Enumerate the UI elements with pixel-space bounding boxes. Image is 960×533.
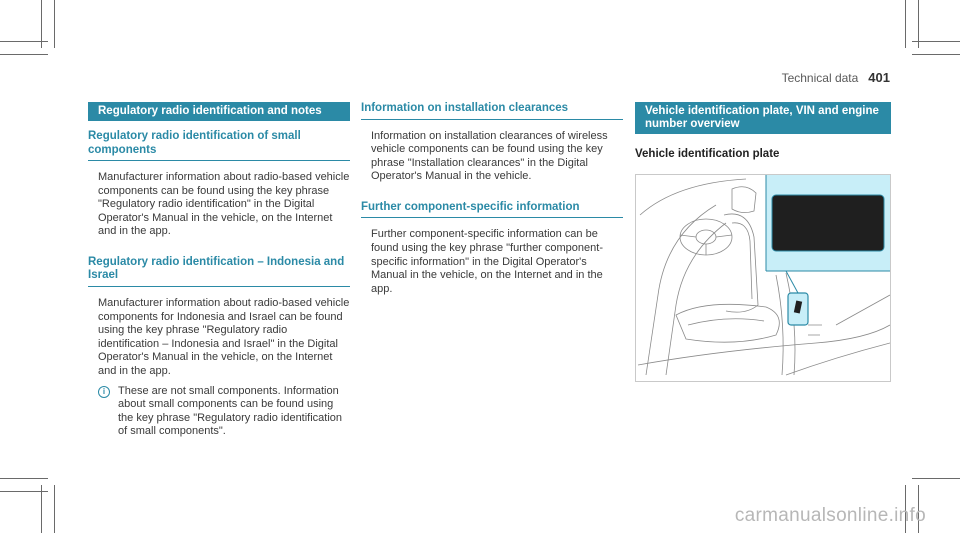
- crop-mark: [54, 485, 55, 533]
- info-note: [98, 385, 350, 439]
- column-1: [88, 102, 350, 439]
- page-number: 401: [868, 70, 890, 85]
- section-title: Technical data: [781, 71, 859, 85]
- page-header: [782, 70, 890, 85]
- watermark: carmanualsonline.info: [734, 505, 926, 526]
- paragraph: Further component-specific information can be found using the key phrase "further component-specific information" in the Digital Operator's Manual in the vehicle, on the Internet and in the app.: [371, 228, 603, 295]
- crop-mark: [54, 0, 55, 48]
- heading-small-components: Regulatory radio identification of small components: [88, 130, 350, 161]
- paragraph: Manufacturer information about radio-based vehicle components can be found using the key phrase "Regulatory radio identification" in the Digital Operator's Manual in the vehicle, on the Internet and in the app.: [98, 171, 350, 238]
- paragraph: Manufacturer information about radio-based vehicle components for Indonesia and Israel can be found using the key phrase "Regulatory radio identification – Indonesia and Israel" in the Digital Operator's Manual in the vehicle, on the Internet and in the app.: [98, 296, 350, 377]
- crop-mark: [905, 0, 906, 48]
- crop-mark: [0, 54, 48, 55]
- heading-installation-clearances: Information on installation clearances: [361, 102, 623, 120]
- crop-mark: [41, 485, 42, 533]
- id-plate-illustration: [635, 174, 891, 382]
- crop-mark: [912, 41, 960, 42]
- paragraph: Information on installation clearances of wireless vehicle components can be found using the key phrase "Installation clearances" in the Digital Operator's Manual in the vehicle.: [371, 129, 608, 183]
- column-2: [361, 102, 623, 296]
- crop-mark: [912, 478, 960, 479]
- info-icon: i: [98, 386, 110, 398]
- crop-mark: [0, 478, 48, 479]
- heading-indonesia-israel: Regulatory radio identification – Indonesia and Israel: [88, 256, 350, 287]
- column-3: [635, 102, 891, 382]
- crop-mark: [0, 491, 48, 492]
- section-banner: Vehicle identification plate, VIN and engine number overview: [635, 102, 891, 134]
- crop-mark: [918, 0, 919, 48]
- heading-further-info: Further component-specific information: [361, 201, 623, 219]
- note-text: These are not small components. Information about small components can be found using the key phrase "Regulatory radio identification of small components".: [118, 384, 343, 438]
- section-banner: Regulatory radio identification and notes: [88, 102, 350, 121]
- crop-mark: [0, 41, 48, 42]
- heading-id-plate: Vehicle identification plate: [635, 148, 780, 160]
- crop-mark: [912, 54, 960, 55]
- car-interior-drawing: [636, 175, 890, 381]
